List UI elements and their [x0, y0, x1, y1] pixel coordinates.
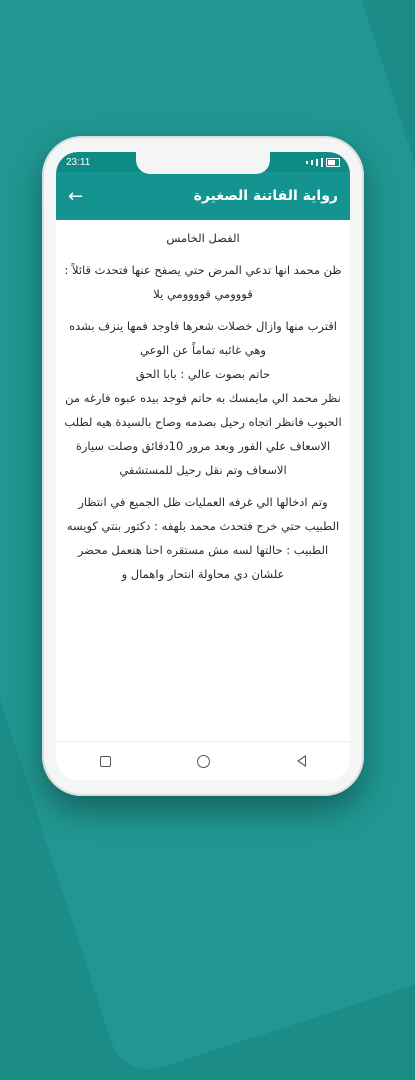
triangle-back-icon	[297, 755, 306, 767]
signal-bar-2	[311, 160, 313, 165]
paragraph-2: اقترب منها وازال خصلات شعرها فاوجد فمها ينزف بشده وهي غائبه تماماً عن الوعي	[69, 319, 337, 357]
app-bar	[56, 172, 350, 220]
battery-icon	[326, 158, 340, 167]
page-title: رواية الفاتنة الصغيرة	[193, 188, 338, 204]
paragraph-5: وتم ادخالها الي غرفه العمليات ظل الجميع في انتظار الطبيب حتي خرج فتحدث محمد بلهفه : دكتور بنتي كويسه	[66, 495, 340, 533]
paragraph-4: نظر محمد الي مايمسك به حاتم فوجد بيده عبوه فارغه من الحبوب فانظر اتجاه رحيل بصدمه وصاح بالسيدة هيه لطلب الاسعاف علي الفور وبعد مرور 10دقائق وصلت سيارة الاسعاف وتم نقل رحيل للمستشفي	[64, 391, 342, 477]
status-time: 23:11	[66, 156, 91, 168]
camera-notch	[136, 152, 270, 174]
circle-icon	[197, 755, 210, 768]
paragraph-6: الطبيب : حالتها لسه مش مستقره احنا هنعمل محضر علشان دي محاولة انتحار واهمال و	[77, 543, 329, 581]
square-icon	[100, 756, 111, 767]
chapter-heading: الفصل الخامس	[166, 231, 240, 245]
paragraph-3: حاتم بصوت عالي : بابا الحق	[135, 367, 271, 381]
signal-bar-3	[316, 159, 318, 166]
signal-bar-4	[321, 158, 323, 167]
recent-apps-button[interactable]	[85, 749, 125, 773]
status-icons	[306, 158, 340, 167]
chapter-content	[56, 220, 350, 742]
signal-icon	[306, 161, 308, 164]
back-arrow-icon[interactable]: ←	[68, 185, 84, 207]
home-button[interactable]	[183, 749, 223, 773]
nav-back-button[interactable]	[281, 749, 321, 773]
system-nav-bar	[56, 741, 350, 780]
phone-screen	[56, 152, 350, 780]
paragraph-1: ظن محمد انها تدعي المرض حتي يصفح عنها فتحدث قائلاً : قووومي قوووومي يلا	[64, 263, 342, 301]
